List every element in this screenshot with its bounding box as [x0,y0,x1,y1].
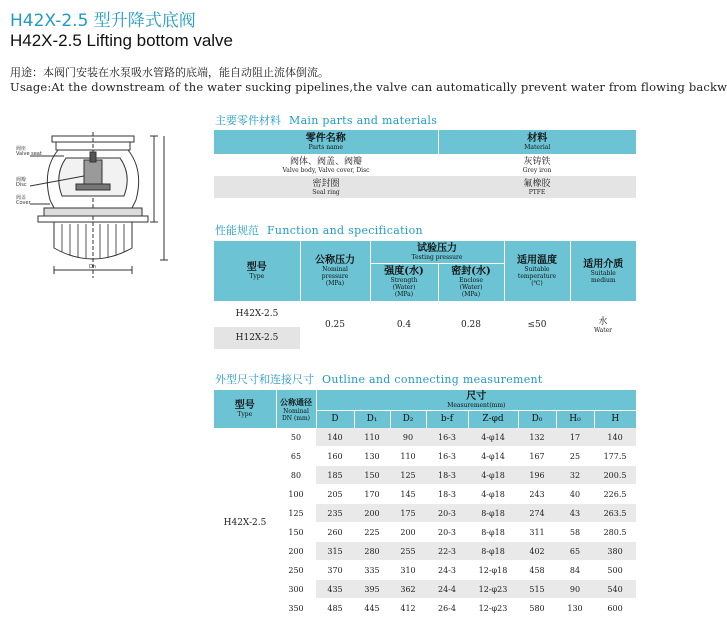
dims-value-cell: 412 [390,599,426,618]
dims-value-cell: 260 [316,523,354,542]
parts-header-material: 材料 Material [438,130,636,154]
table-row [214,542,636,561]
dims-col-header: H₀ [556,410,594,428]
dims-value-cell: 110 [390,447,426,466]
drawing-label: 阀座 [16,146,27,152]
dims-value-cell: 150 [354,466,390,485]
dims-value-cell: 22-3 [426,542,468,561]
dims-value-cell: 274 [518,504,556,523]
spec-header-medium: 适用介质 Suitable medium [570,241,636,301]
dims-col-header: D₂ [390,410,426,428]
table-row [214,466,636,485]
dims-value-cell: 24-3 [426,561,468,580]
dims-value-cell: 170 [354,485,390,504]
dims-value-cell: 177.5 [594,447,636,466]
dims-header-dn: 公称通径 Nominal DN (mm) [276,390,316,428]
dims-col-header: D [316,410,354,428]
dims-value-cell: 43 [556,504,594,523]
dims-value-cell: 140 [316,428,354,447]
dims-value-cell: 90 [556,580,594,599]
dims-dn-cell: 50 [276,428,316,447]
spec-header-test: 试验压力 Testing pressure [370,241,504,263]
dims-dn-cell: 200 [276,542,316,561]
dims-value-cell: 280.5 [594,523,636,542]
dims-value-cell: 580 [518,599,556,618]
dims-dn-cell: 125 [276,504,316,523]
dims-value-cell: 226.5 [594,485,636,504]
dims-value-cell: 26-4 [426,599,468,618]
dims-value-cell: 140 [594,428,636,447]
dims-section-title [215,371,543,387]
dims-value-cell: 600 [594,599,636,618]
dims-col-header: b-f [426,410,468,428]
dims-value-cell: 12-φ18 [468,561,518,580]
dims-value-cell: 4-φ18 [468,485,518,504]
dims-value-cell: 58 [556,523,594,542]
dims-value-cell: 4-φ14 [468,428,518,447]
dims-value-cell: 370 [316,561,354,580]
table-row [214,485,636,504]
dims-value-cell: 196 [518,466,556,485]
parts-table [214,130,636,198]
dims-value-cell: 335 [354,561,390,580]
dims-value-cell: 395 [354,580,390,599]
dims-dn-cell: 65 [276,447,316,466]
spec-header-model: 型号 Type [214,241,300,301]
usage-text-en: Usage:At the downstream of the water sucking pipelines,the valve can automatically prevent water from flowing backw [10,80,727,94]
parts-header-name: 零件名称 Parts name [214,130,438,154]
table-row [214,154,636,176]
spec-header-temp: 适用温度 Suitable temperature (℃) [504,241,570,301]
dims-value-cell: 4-φ18 [468,466,518,485]
drawing-label: Valve seat [16,151,42,157]
parts-section-title [215,112,437,128]
dims-value-cell: 25 [556,447,594,466]
dims-value-cell: 18-3 [426,466,468,485]
spec-pressure-value: 0.25 [324,320,346,330]
spec-model: H42X-2.5 [235,309,279,319]
dims-dn-cell: 80 [276,466,316,485]
dims-value-cell: 40 [556,485,594,504]
dims-value-cell: 8-φ18 [468,542,518,561]
dims-value-cell: 485 [316,599,354,618]
dims-value-cell: 175 [390,504,426,523]
part-name: 阀体、阀盖、阀瓣 Valve body, Valve cover, Disc [282,156,370,174]
dims-value-cell: 130 [354,447,390,466]
dims-value-cell: 445 [354,599,390,618]
dims-value-cell: 20-3 [426,504,468,523]
spec-title-cn: 性能规范 [215,224,259,237]
drawing-label: Cover [16,200,31,206]
dims-value-cell: 4-φ14 [468,447,518,466]
dims-value-cell: 200.5 [594,466,636,485]
spec-seal-value: 0.28 [460,320,482,330]
dims-value-cell: 500 [594,561,636,580]
table-row [214,176,636,198]
dims-dn-cell: 250 [276,561,316,580]
dims-value-cell: 315 [316,542,354,561]
part-material: 灰铸铁 Grey iron [522,156,552,174]
dims-value-cell: 110 [354,428,390,447]
dims-value-cell: 130 [556,599,594,618]
dims-value-cell: 84 [556,561,594,580]
spec-section-title [215,222,423,238]
dims-value-cell: 18-3 [426,485,468,504]
dims-header-model: 型号 Type [214,390,276,428]
dims-value-cell: 16-3 [426,428,468,447]
dims-value-cell: 225 [354,523,390,542]
dims-value-cell: 200 [354,504,390,523]
dims-value-cell: 435 [316,580,354,599]
dims-value-cell: 310 [390,561,426,580]
dims-dn-cell: 100 [276,485,316,504]
dims-value-cell: 32 [556,466,594,485]
dims-value-cell: 235 [316,504,354,523]
dims-value-cell: 12-φ23 [468,580,518,599]
dims-value-cell: 125 [390,466,426,485]
dims-value-cell: 243 [518,485,556,504]
dims-col-header: Z-φd [468,410,518,428]
dims-value-cell: 280 [354,542,390,561]
dims-value-cell: 8-φ18 [468,504,518,523]
dims-value-cell: 90 [390,428,426,447]
spec-header-seal: 密封(水) Enclose (Water) (MPa) [438,263,504,301]
spec-title-en: Function and specification [267,224,423,237]
dims-value-cell: 255 [390,542,426,561]
dims-col-header: D₁ [354,410,390,428]
table-row [214,523,636,542]
dims-value-cell: 145 [390,485,426,504]
usage-text-cn: 用途：本阀门安装在水泵吸水管路的底端，能自动阻止流体倒流。 [10,66,329,79]
dims-title-en: Outline and connecting measurement [322,373,543,386]
dims-col-header: H [594,410,636,428]
page-title-en: H42X-2.5 Lifting bottom valve [10,31,234,50]
table-row [214,301,636,327]
dims-title-cn: 外型尺寸和连接尺寸 [215,373,314,386]
dims-model: H42X-2.5 [214,428,276,618]
dims-dn-cell: 150 [276,523,316,542]
parts-title-cn: 主要零件材料 [215,114,281,127]
dims-value-cell: 160 [316,447,354,466]
spec-strength-value: 0.4 [396,320,412,330]
dims-dn-cell: 350 [276,599,316,618]
dims-value-cell: 362 [390,580,426,599]
dims-table [214,390,636,618]
dims-value-cell: 540 [594,580,636,599]
valve-cross-section-drawing [14,130,174,280]
table-row [214,447,636,466]
spec-medium-value: 水 Water [593,316,613,334]
drawing-label: 阀瓣 [16,177,27,183]
dims-value-cell: 402 [518,542,556,561]
dims-value-cell: 65 [556,542,594,561]
dims-value-cell: 200 [390,523,426,542]
spec-header-pressure: 公称压力 Nominal pressure (MPa) [300,241,370,301]
dims-value-cell: 515 [518,580,556,599]
part-material: 氟橡胶 PTFE [438,176,636,198]
spec-header-strength: 强度(水) Strength (Water) (MPa) [370,263,438,301]
dims-dn-cell: 300 [276,580,316,599]
table-row [214,599,636,618]
page-title-cn: H42X-2.5 型升降式底阀 [10,11,196,31]
dims-value-cell: 24-4 [426,580,468,599]
dims-value-cell: 458 [518,561,556,580]
table-row [214,504,636,523]
drawing-label: Disc [16,182,27,188]
dims-value-cell: 8-φ18 [468,523,518,542]
dims-value-cell: 205 [316,485,354,504]
dims-value-cell: 12-φ23 [468,599,518,618]
dims-value-cell: 132 [518,428,556,447]
drawing-label: 阀盖 [16,195,27,201]
table-row [214,580,636,599]
part-name: 密封圈 Seal ring [214,176,438,198]
table-row [214,428,636,447]
spec-model: H12X-2.5 [214,327,300,349]
drawing-dim-label: Dn [89,264,97,270]
spec-temp-value: ≤50 [527,320,547,330]
dims-value-cell: 167 [518,447,556,466]
table-row [214,561,636,580]
parts-title-en: Main parts and materials [289,114,438,127]
dims-value-cell: 263.5 [594,504,636,523]
dims-value-cell: 17 [556,428,594,447]
dims-header-size: 尺寸 Measurement(mm) [316,390,636,410]
spec-table [214,241,636,349]
dims-value-cell: 380 [594,542,636,561]
dims-value-cell: 185 [316,466,354,485]
dims-value-cell: 311 [518,523,556,542]
dims-col-header: D₀ [518,410,556,428]
dims-value-cell: 16-3 [426,447,468,466]
dims-value-cell: 20-3 [426,523,468,542]
